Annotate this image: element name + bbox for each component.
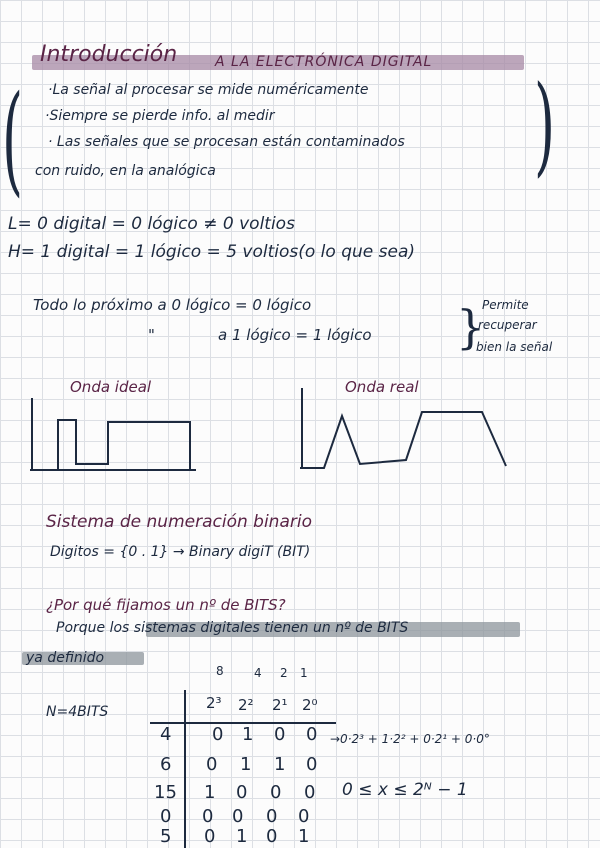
row-bit: 0 xyxy=(202,806,214,827)
right-brace: } xyxy=(456,300,486,354)
row-n: 4 xyxy=(160,724,172,745)
left-paren: ( xyxy=(2,70,24,209)
row-expansion: →0·2³ + 1·2² + 0·2¹ + 0·0° xyxy=(330,732,490,746)
row-n: 6 xyxy=(160,754,172,775)
row-bit: 0 xyxy=(212,724,224,745)
power-2-2: 2² xyxy=(238,696,254,714)
binary-question: ¿Por qué fijamos un nº de BITS? xyxy=(46,596,286,614)
ditto-mark: " xyxy=(148,326,155,344)
real-wave-label: Onda real xyxy=(345,378,419,396)
ideal-wave xyxy=(28,398,198,476)
page-title: Introducción xyxy=(40,42,178,67)
binary-digits: Digitos = {0 . 1} → Binary digiT (BIT) xyxy=(50,544,311,560)
level-low: L= 0 digital = 0 lógico ≠ 0 voltios xyxy=(8,214,295,234)
row-bit: 1 xyxy=(242,724,254,745)
row-bit: 1 xyxy=(298,826,310,847)
row-bit: 0 xyxy=(204,826,216,847)
row-bit: 0 xyxy=(304,782,316,803)
power-2-0: 2⁰ xyxy=(302,696,318,714)
row-bit: 0 xyxy=(270,782,282,803)
power-2-1: 2¹ xyxy=(272,696,288,714)
bullet-4: con ruido, en la analógica xyxy=(35,163,216,179)
note-3: bien la señal xyxy=(476,340,553,354)
approx-line-2: a 1 lógico = 1 lógico xyxy=(218,326,372,344)
row-bit: 0 xyxy=(266,826,278,847)
weight-4: 4 xyxy=(254,666,262,680)
power-2-3: 2³ xyxy=(206,694,222,712)
weight-8: 8 xyxy=(216,664,224,678)
real-wave xyxy=(298,388,512,474)
row-bit: 0 xyxy=(232,806,244,827)
bits-label: N=4BITS xyxy=(46,704,109,720)
right-paren: ) xyxy=(534,62,556,188)
row-bit: 0 xyxy=(206,754,218,775)
binary-answer-1: Porque los sistemas digitales tienen un nº de BITS xyxy=(56,620,409,636)
row-bit: 0 xyxy=(274,724,286,745)
binary-answer-2: ya definido xyxy=(26,650,105,666)
ideal-wave-label: Onda ideal xyxy=(70,378,152,396)
row-bit: 0 xyxy=(306,754,318,775)
row-bit: 0 xyxy=(298,806,310,827)
level-high: H= 1 digital = 1 lógico = 5 voltios(o lo que sea) xyxy=(8,242,416,262)
row-bit: 1 xyxy=(204,782,216,803)
bullet-1: ·La señal al procesar se mide numéricamente xyxy=(48,82,369,98)
bullet-2: ·Siempre se pierde info. al medir xyxy=(45,108,275,124)
note-1: Permite xyxy=(482,298,529,312)
page-subtitle: A LA ELECTRÓNICA DIGITAL xyxy=(215,54,433,70)
row-bit: 0 xyxy=(236,782,248,803)
row-n: 15 xyxy=(154,782,177,803)
bullet-3: · Las señales que se procesan están contaminados xyxy=(48,134,405,150)
row-bit: 1 xyxy=(236,826,248,847)
table-vertical-rule xyxy=(184,690,186,848)
row-bit: 1 xyxy=(274,754,286,775)
range-expression: 0 ≤ x ≤ 2ᴺ − 1 xyxy=(342,780,468,800)
row-n: 0 xyxy=(160,806,172,827)
approx-line-1: Todo lo próximo a 0 lógico = 0 lógico xyxy=(33,296,312,314)
note-2: recuperar xyxy=(478,318,537,332)
row-n: 5 xyxy=(160,826,172,847)
row-bit: 1 xyxy=(240,754,252,775)
row-bit: 0 xyxy=(266,806,278,827)
row-bit: 0 xyxy=(306,724,318,745)
weight-2: 2 xyxy=(280,666,288,680)
binary-heading: Sistema de numeración binario xyxy=(46,512,312,532)
weight-1: 1 xyxy=(300,666,308,680)
